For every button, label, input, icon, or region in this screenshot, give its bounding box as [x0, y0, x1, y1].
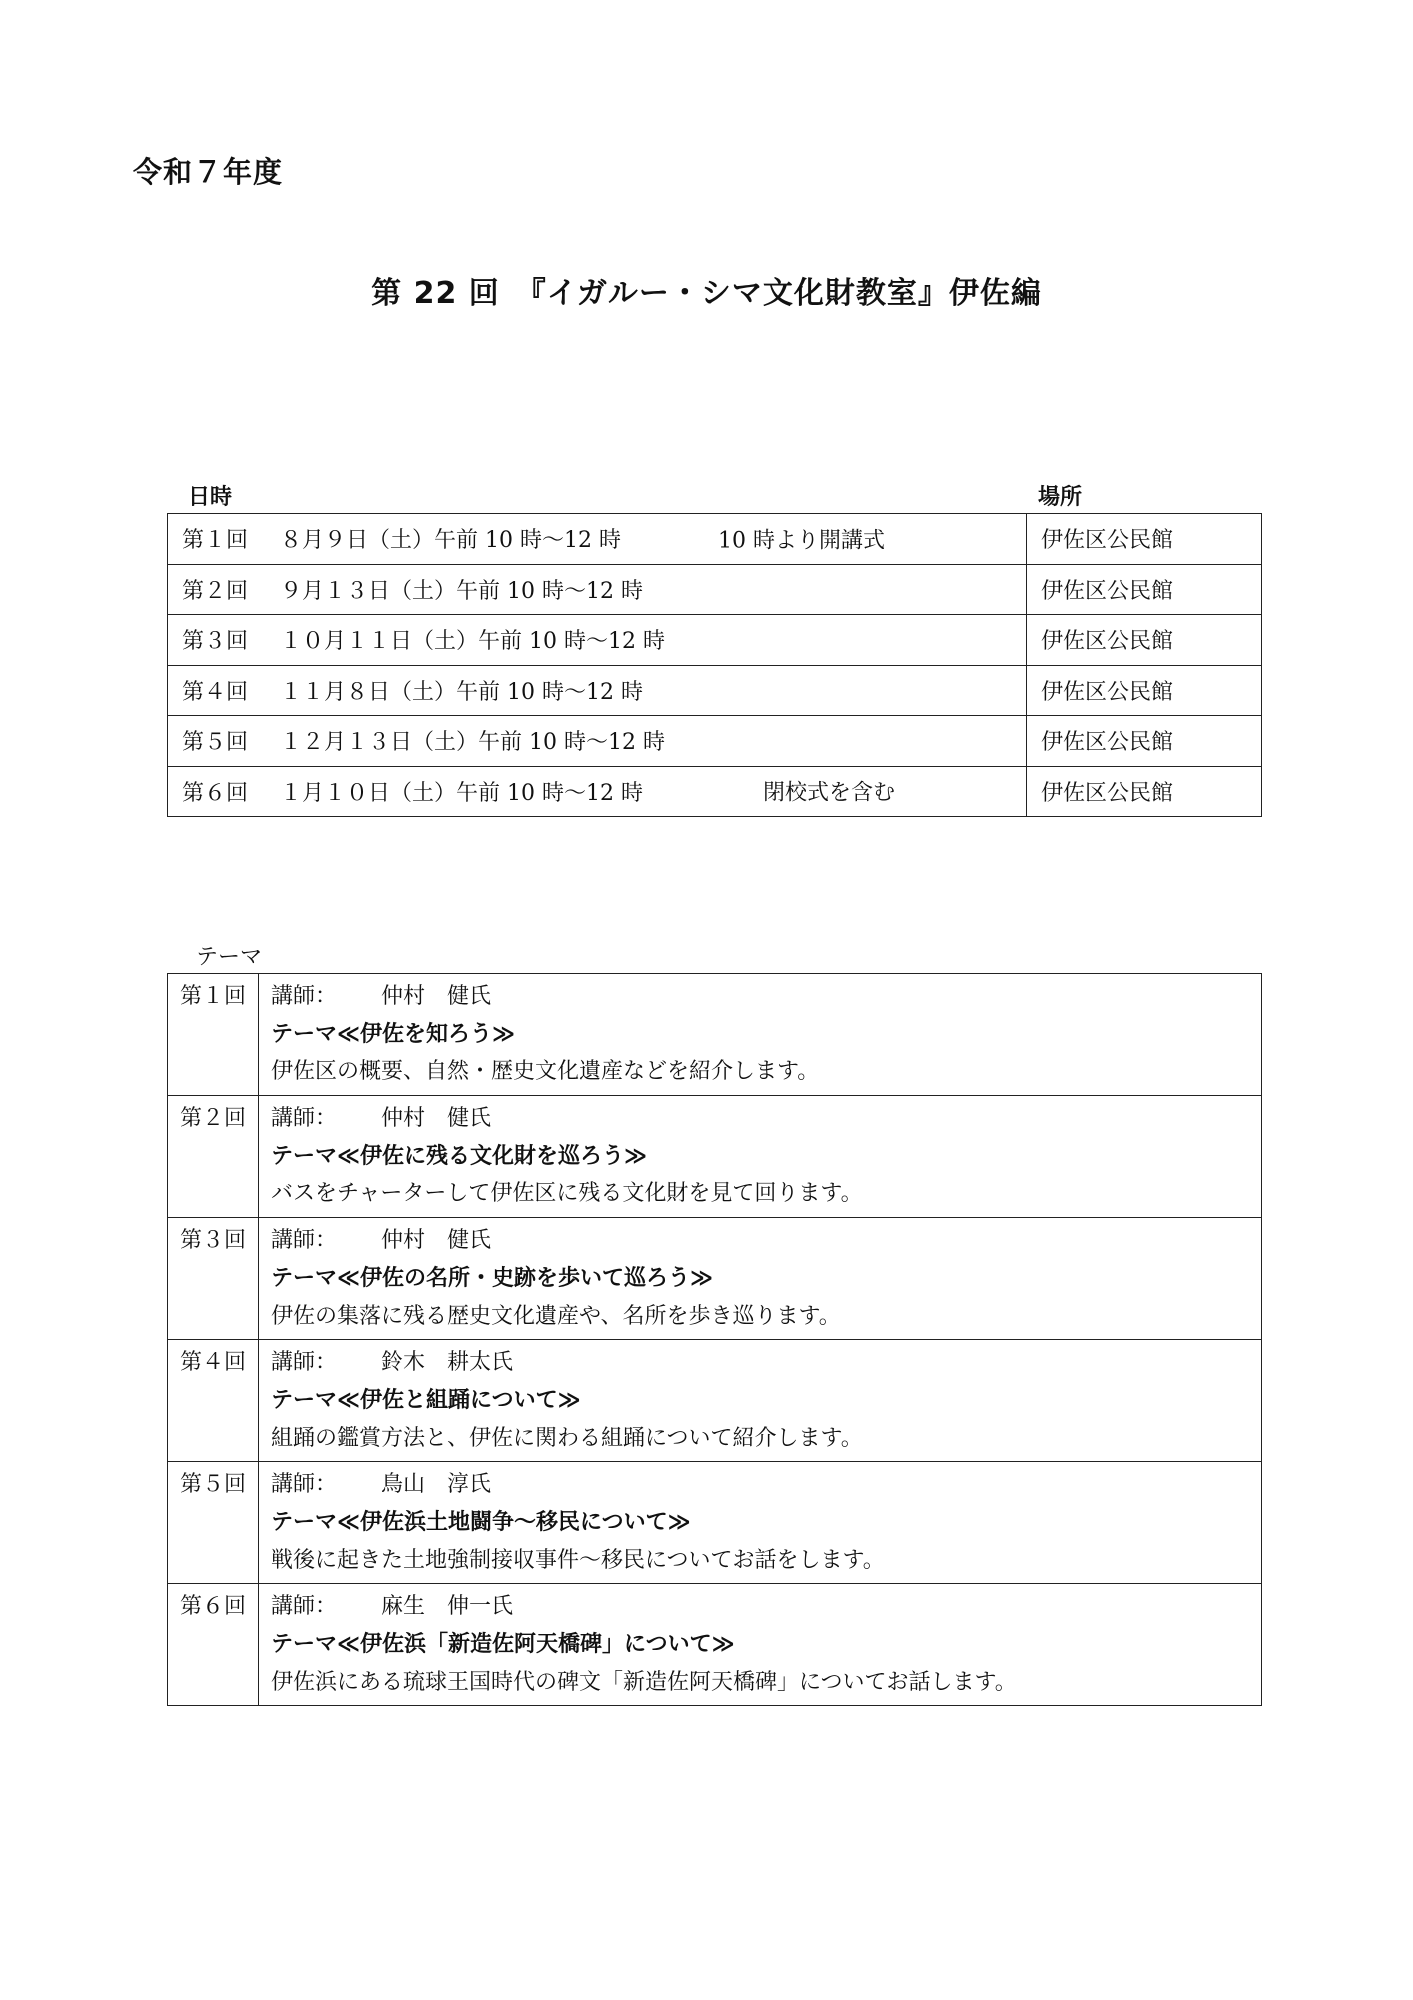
theme-description: 伊佐区の概要、自然・歴史文化遺産などを紹介します。 [271, 1059, 820, 1085]
lecturer-line: 講師： 鈴木 耕太氏 [271, 1350, 514, 1376]
session-place: 伊佐区公民館 [1027, 766, 1262, 817]
session-note: 閉校式を含む [763, 780, 896, 806]
session-place: 伊佐区公民館 [1027, 665, 1262, 716]
theme-ordinal: 第３回 [168, 1218, 259, 1340]
schedule-place-label: 場所 [1038, 485, 1083, 510]
theme-content [259, 1340, 1262, 1462]
theme-description: バスをチャーターして伊佐区に残る文化財を見て回ります。 [271, 1181, 863, 1207]
session-place: 伊佐区公民館 [1027, 716, 1262, 767]
theme-description: 組踊の鑑賞方法と、伊佐に関わる組踊について紹介します。 [271, 1425, 863, 1451]
theme-section-label: テーマ [196, 945, 263, 970]
session-ordinal: 第４回 [182, 679, 249, 705]
schedule-datetime-cell [168, 766, 1027, 817]
schedule-datetime-cell [168, 665, 1027, 716]
theme-ordinal: 第１回 [168, 974, 259, 1096]
session-datetime: １２月１３日（土）午前 10 時～12 時 [280, 730, 665, 756]
lecturer-name: 鈴木 耕太氏 [381, 1350, 514, 1376]
schedule-row [168, 716, 1262, 767]
lecturer-line: 講師： 仲村 健氏 [271, 1106, 492, 1132]
theme-title: テーマ≪伊佐の名所・史跡を歩いて巡ろう≫ [271, 1265, 714, 1291]
lecturer-name: 仲村 健氏 [381, 1106, 492, 1132]
lecturer-line: 講師： 仲村 健氏 [271, 1228, 492, 1254]
schedule-table [167, 513, 1262, 817]
schedule-row [168, 514, 1262, 565]
session-datetime: ８月９日（土）午前 10 時～12 時 [280, 528, 621, 554]
lecturer-line: 講師： 麻生 伸一氏 [271, 1594, 514, 1620]
schedule-datetime-cell [168, 716, 1027, 767]
theme-row [168, 1462, 1262, 1584]
theme-content [259, 1218, 1262, 1340]
lecturer-name: 仲村 健氏 [381, 1228, 492, 1254]
theme-title: テーマ≪伊佐浜「新造佐阿天橋碑」について≫ [271, 1632, 735, 1657]
fiscal-year: 令和７年度 [133, 155, 284, 189]
theme-title: テーマ≪伊佐を知ろう≫ [271, 1021, 516, 1047]
lecturer-line: 講師： 鳥山 淳氏 [271, 1472, 492, 1498]
session-datetime: １０月１１日（土）午前 10 時～12 時 [280, 629, 665, 655]
schedule-datetime-cell [168, 514, 1027, 565]
session-datetime: １１月８日（土）午前 10 時～12 時 [280, 679, 643, 705]
theme-row [168, 1584, 1262, 1706]
session-ordinal: 第６回 [182, 780, 249, 806]
theme-content [259, 1584, 1262, 1706]
session-ordinal: 第１回 [182, 528, 249, 554]
session-datetime: ９月１３日（土）午前 10 時～12 時 [280, 578, 643, 604]
theme-table [167, 973, 1262, 1706]
theme-ordinal: 第４回 [168, 1340, 259, 1462]
page-title: 第 22 回 『イガルー・シマ文化財教室』伊佐編 [371, 276, 1042, 311]
session-place: 伊佐区公民館 [1027, 615, 1262, 666]
theme-content [259, 1462, 1262, 1584]
session-place: 伊佐区公民館 [1027, 514, 1262, 565]
theme-description: 戦後に起きた土地強制接収事件～移民についてお話をします。 [271, 1547, 885, 1573]
theme-title: テーマ≪伊佐に残る文化財を巡ろう≫ [271, 1143, 648, 1169]
schedule-datetime-cell [168, 564, 1027, 615]
theme-ordinal: 第２回 [168, 1096, 259, 1218]
lecturer-name: 仲村 健氏 [381, 984, 492, 1009]
schedule-row [168, 665, 1262, 716]
theme-content [259, 1096, 1262, 1218]
session-ordinal: 第３回 [182, 629, 249, 655]
schedule-row [168, 766, 1262, 817]
lecturer-line: 講師： 仲村 健氏 [271, 984, 492, 1009]
theme-row [168, 1340, 1262, 1462]
session-place: 伊佐区公民館 [1027, 564, 1262, 615]
theme-ordinal: 第６回 [168, 1584, 259, 1706]
session-datetime: １月１０日（土）午前 10 時～12 時 [280, 780, 643, 806]
lecturer-name: 鳥山 淳氏 [381, 1472, 492, 1498]
schedule-row [168, 615, 1262, 666]
theme-title: テーマ≪伊佐浜土地闘争～移民について≫ [271, 1509, 691, 1535]
schedule-date-label: 日時 [188, 485, 233, 510]
theme-row [168, 1096, 1262, 1218]
schedule-datetime-cell [168, 615, 1027, 666]
theme-description: 伊佐の集落に残る歴史文化遺産や、名所を歩き巡ります。 [271, 1303, 841, 1329]
theme-ordinal: 第５回 [168, 1462, 259, 1584]
theme-description: 伊佐浜にある琉球王国時代の碑文「新造佐阿天橋碑」についてお話します。 [271, 1669, 1017, 1695]
lecturer-name: 麻生 伸一氏 [381, 1594, 514, 1620]
theme-content [259, 974, 1262, 1096]
session-ordinal: 第２回 [182, 578, 249, 604]
session-note: 10 時より開講式 [718, 528, 885, 554]
theme-row [168, 974, 1262, 1096]
theme-title: テーマ≪伊佐と組踊について≫ [271, 1387, 581, 1413]
session-ordinal: 第５回 [182, 730, 249, 756]
schedule-row [168, 564, 1262, 615]
theme-row [168, 1218, 1262, 1340]
